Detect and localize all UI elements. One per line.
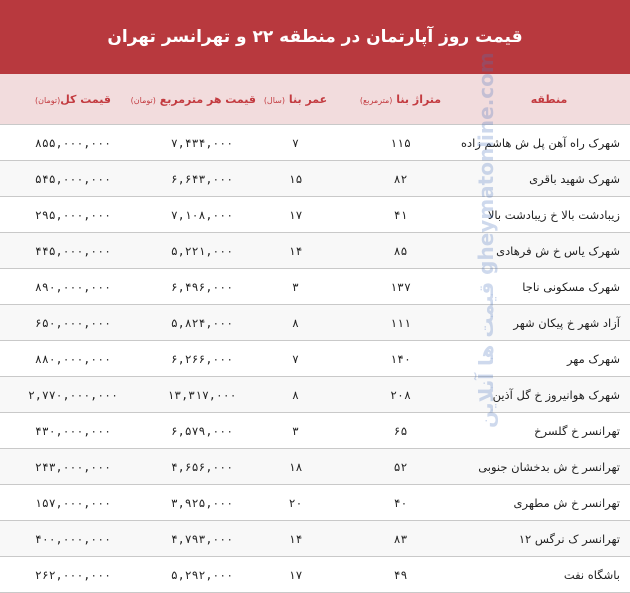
cell-area: ۵۲ [333,449,468,485]
cell-price-per-sqm: ۶,۶۴۳,۰۰۰ [146,161,258,197]
table-row [0,485,630,521]
cell-total-price: ۴۴۵,۰۰۰,۰۰۰ [0,233,146,269]
cell-area: ۱۳۷ [333,269,468,305]
header-total-price: قیمت کل(تومان) [0,74,146,125]
cell-age: ۱۷ [258,557,333,593]
cell-age: ۳ [258,269,333,305]
table-row [0,161,630,197]
cell-region: شهرک مهر [468,341,630,377]
cell-price-per-sqm: ۳,۹۲۵,۰۰۰ [146,485,258,521]
header-price-per-sqm: قیمت هر مترمربع (تومان) [146,74,258,125]
header-area: متراژ بنا (مترمربع) [333,74,468,125]
cell-price-per-sqm: ۶,۴۹۶,۰۰۰ [146,269,258,305]
cell-price-per-sqm: ۱۳,۳۱۷,۰۰۰ [146,377,258,413]
cell-total-price: ۱۵۷,۰۰۰,۰۰۰ [0,485,146,521]
cell-price-per-sqm: ۶,۲۶۶,۰۰۰ [146,341,258,377]
cell-area: ۸۵ [333,233,468,269]
table-row [0,449,630,485]
table-row [0,377,630,413]
cell-area: ۴۰ [333,485,468,521]
page-title: قیمت روز آپارتمان در منطقه ۲۲ و تهرانسر تهران [0,0,630,74]
cell-region: شهرک شهید باقری [468,161,630,197]
cell-area: ۲۰۸ [333,377,468,413]
cell-total-price: ۸۵۵,۰۰۰,۰۰۰ [0,125,146,161]
cell-region: تهرانسر خ ش مطهری [468,485,630,521]
cell-total-price: ۲,۷۷۰,۰۰۰,۰۰۰ [0,377,146,413]
price-table [0,74,630,593]
table-header-row [0,74,630,125]
cell-region: تهرانسر ک نرگس ۱۲ [468,521,630,557]
cell-total-price: ۴۰۰,۰۰۰,۰۰۰ [0,521,146,557]
cell-age: ۲۰ [258,485,333,521]
cell-region: شهرک مسکونی ناجا [468,269,630,305]
cell-price-per-sqm: ۴,۶۵۶,۰۰۰ [146,449,258,485]
cell-price-per-sqm: ۶,۵۷۹,۰۰۰ [146,413,258,449]
cell-price-per-sqm: ۵,۲۹۲,۰۰۰ [146,557,258,593]
cell-age: ۱۴ [258,233,333,269]
cell-total-price: ۴۳۰,۰۰۰,۰۰۰ [0,413,146,449]
cell-age: ۱۴ [258,521,333,557]
cell-area: ۱۱۵ [333,125,468,161]
table-row [0,557,630,593]
cell-region: تهرانسر خ گلسرخ [468,413,630,449]
table-row [0,269,630,305]
cell-age: ۷ [258,125,333,161]
cell-region: زیبادشت بالا خ زیبادشت بالا [468,197,630,233]
cell-area: ۶۵ [333,413,468,449]
cell-region: آزاد شهر خ پیکان شهر [468,305,630,341]
cell-age: ۱۵ [258,161,333,197]
header-region: منطقه [468,74,630,125]
cell-area: ۴۱ [333,197,468,233]
cell-price-per-sqm: ۵,۸۲۴,۰۰۰ [146,305,258,341]
cell-total-price: ۸۸۰,۰۰۰,۰۰۰ [0,341,146,377]
cell-area: ۴۹ [333,557,468,593]
cell-area: ۱۴۰ [333,341,468,377]
table-row [0,305,630,341]
cell-age: ۷ [258,341,333,377]
cell-area: ۱۱۱ [333,305,468,341]
cell-total-price: ۲۶۲,۰۰۰,۰۰۰ [0,557,146,593]
header-age: عمر بنا (سال) [258,74,333,125]
cell-region: شهرک هوانیروز خ گل آذین [468,377,630,413]
cell-price-per-sqm: ۴,۷۹۳,۰۰۰ [146,521,258,557]
cell-price-per-sqm: ۷,۱۰۸,۰۰۰ [146,197,258,233]
table-row [0,233,630,269]
watermark: قیمت ها آنلاین [474,281,498,428]
cell-region: شهرک یاس خ ش فرهادی [468,233,630,269]
cell-price-per-sqm: ۷,۴۳۴,۰۰۰ [146,125,258,161]
cell-region: شهرک راه آهن پل ش هاشم زاده [468,125,630,161]
cell-total-price: ۲۹۵,۰۰۰,۰۰۰ [0,197,146,233]
table-row [0,521,630,557]
table-row [0,341,630,377]
cell-age: ۱۷ [258,197,333,233]
cell-total-price: ۲۴۳,۰۰۰,۰۰۰ [0,449,146,485]
cell-region: باشگاه نفت [468,557,630,593]
cell-area: ۸۳ [333,521,468,557]
table-row [0,197,630,233]
cell-age: ۳ [258,413,333,449]
cell-age: ۱۸ [258,449,333,485]
cell-total-price: ۶۵۰,۰۰۰,۰۰۰ [0,305,146,341]
cell-total-price: ۵۴۵,۰۰۰,۰۰۰ [0,161,146,197]
table-row [0,413,630,449]
cell-age: ۸ [258,305,333,341]
cell-region: تهرانسر خ ش بدخشان جنوبی [468,449,630,485]
cell-area: ۸۲ [333,161,468,197]
cell-price-per-sqm: ۵,۲۲۱,۰۰۰ [146,233,258,269]
cell-total-price: ۸۹۰,۰۰۰,۰۰۰ [0,269,146,305]
cell-age: ۸ [258,377,333,413]
table-row [0,125,630,161]
